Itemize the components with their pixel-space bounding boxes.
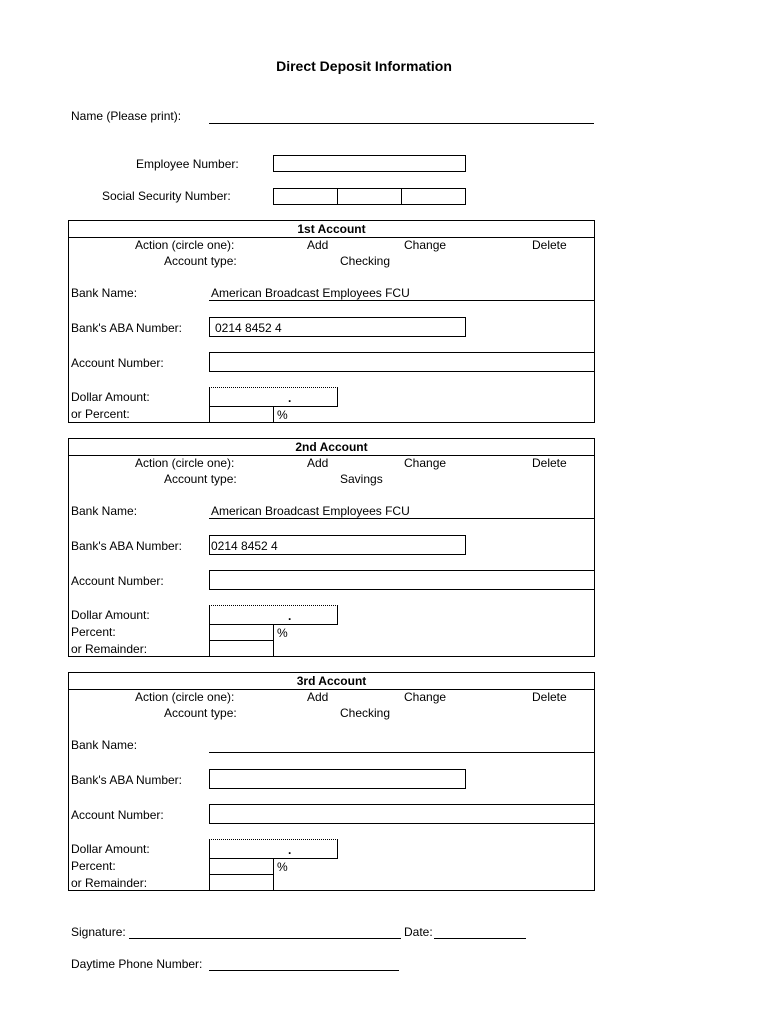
remainder-field-3[interactable] xyxy=(209,874,274,891)
action-change-2[interactable]: Change xyxy=(404,456,447,470)
decimal-point-3: . xyxy=(288,843,292,857)
phone-field[interactable] xyxy=(209,957,399,971)
aba-label-3: Bank's ABA Number: xyxy=(71,773,183,787)
percent-sign-3: % xyxy=(277,860,288,874)
bank-name-label-2: Bank Name: xyxy=(71,504,138,518)
account-type-label-1: Account type: xyxy=(164,254,237,268)
dollar-amount-field-2[interactable] xyxy=(209,605,338,625)
ssn-field-part2[interactable] xyxy=(337,188,402,205)
decimal-point-1: . xyxy=(288,391,292,405)
remainder-field-2[interactable] xyxy=(209,640,274,657)
aba-label-2: Bank's ABA Number: xyxy=(71,539,183,553)
account-number-label-2: Account Number: xyxy=(71,574,164,588)
dollar-amount-field-3[interactable] xyxy=(209,839,338,859)
employee-number-field[interactable] xyxy=(273,155,466,172)
action-add-1[interactable]: Add xyxy=(307,238,329,252)
dollar-amount-label-3: Dollar Amount: xyxy=(71,842,150,856)
ssn-label: Social Security Number: xyxy=(102,189,231,203)
action-delete-3[interactable]: Delete xyxy=(532,690,567,704)
aba-value-1: 0214 8452 4 xyxy=(215,321,282,335)
account-header-3: 3rd Account xyxy=(69,673,594,690)
account-type-value-2: Savings xyxy=(340,472,383,486)
percent-label-3: Percent: xyxy=(71,859,116,873)
account-number-label-3: Account Number: xyxy=(71,808,164,822)
page-title: Direct Deposit Information xyxy=(276,58,452,74)
decimal-point-2: . xyxy=(288,609,292,623)
name-field[interactable] xyxy=(209,110,594,124)
percent-field-3[interactable] xyxy=(209,858,274,875)
action-change-3[interactable]: Change xyxy=(404,690,447,704)
percent-sign-2: % xyxy=(277,626,288,640)
account-header-1: 1st Account xyxy=(69,221,594,238)
date-field[interactable] xyxy=(434,925,526,939)
account-header-2: 2nd Account xyxy=(69,439,594,456)
action-label-3: Action (circle one): xyxy=(135,690,235,704)
bank-name-label-1: Bank Name: xyxy=(71,286,138,300)
signature-label: Signature: xyxy=(71,925,126,939)
dollar-amount-label-2: Dollar Amount: xyxy=(71,608,150,622)
account-number-field-3[interactable] xyxy=(209,804,595,824)
action-label-2: Action (circle one): xyxy=(135,456,235,470)
action-delete-2[interactable]: Delete xyxy=(532,456,567,470)
action-add-2[interactable]: Add xyxy=(307,456,329,470)
ssn-field-part3[interactable] xyxy=(401,188,466,205)
signature-field[interactable] xyxy=(129,925,401,939)
dollar-amount-label-1: Dollar Amount: xyxy=(71,390,150,404)
bank-name-value-2: American Broadcast Employees FCU xyxy=(211,504,410,518)
account-type-value-3: Checking xyxy=(340,706,391,720)
aba-label-1: Bank's ABA Number: xyxy=(71,321,183,335)
aba-field-3[interactable] xyxy=(209,769,466,789)
or-remainder-label-3: or Remainder: xyxy=(71,876,148,890)
aba-value-2: 0214 8452 4 xyxy=(211,539,278,553)
date-label: Date: xyxy=(404,925,433,939)
percent-label-2: Percent: xyxy=(71,625,116,639)
or-percent-label-1: or Percent: xyxy=(71,407,130,421)
account-number-field-2[interactable] xyxy=(209,570,595,590)
dollar-amount-field-1[interactable] xyxy=(209,387,338,407)
action-change-1[interactable]: Change xyxy=(404,238,447,252)
action-delete-1[interactable]: Delete xyxy=(532,238,567,252)
account-number-label-1: Account Number: xyxy=(71,356,164,370)
percent-field-1[interactable] xyxy=(209,406,274,423)
bank-name-value-1: American Broadcast Employees FCU xyxy=(211,286,410,300)
employee-number-label: Employee Number: xyxy=(136,157,239,171)
action-add-3[interactable]: Add xyxy=(307,690,329,704)
account-number-field-1[interactable] xyxy=(209,352,595,372)
action-label-1: Action (circle one): xyxy=(135,238,235,252)
account-type-label-3: Account type: xyxy=(164,706,237,720)
ssn-field-part1[interactable] xyxy=(273,188,338,205)
name-label: Name (Please print): xyxy=(71,109,182,123)
percent-field-2[interactable] xyxy=(209,624,274,641)
account-type-label-2: Account type: xyxy=(164,472,237,486)
bank-name-label-3: Bank Name: xyxy=(71,738,138,752)
percent-sign-1: % xyxy=(277,408,288,422)
phone-label: Daytime Phone Number: xyxy=(71,957,203,971)
or-remainder-label-2: or Remainder: xyxy=(71,642,148,656)
account-type-value-1: Checking xyxy=(340,254,391,268)
bank-name-field-3[interactable] xyxy=(209,738,594,753)
